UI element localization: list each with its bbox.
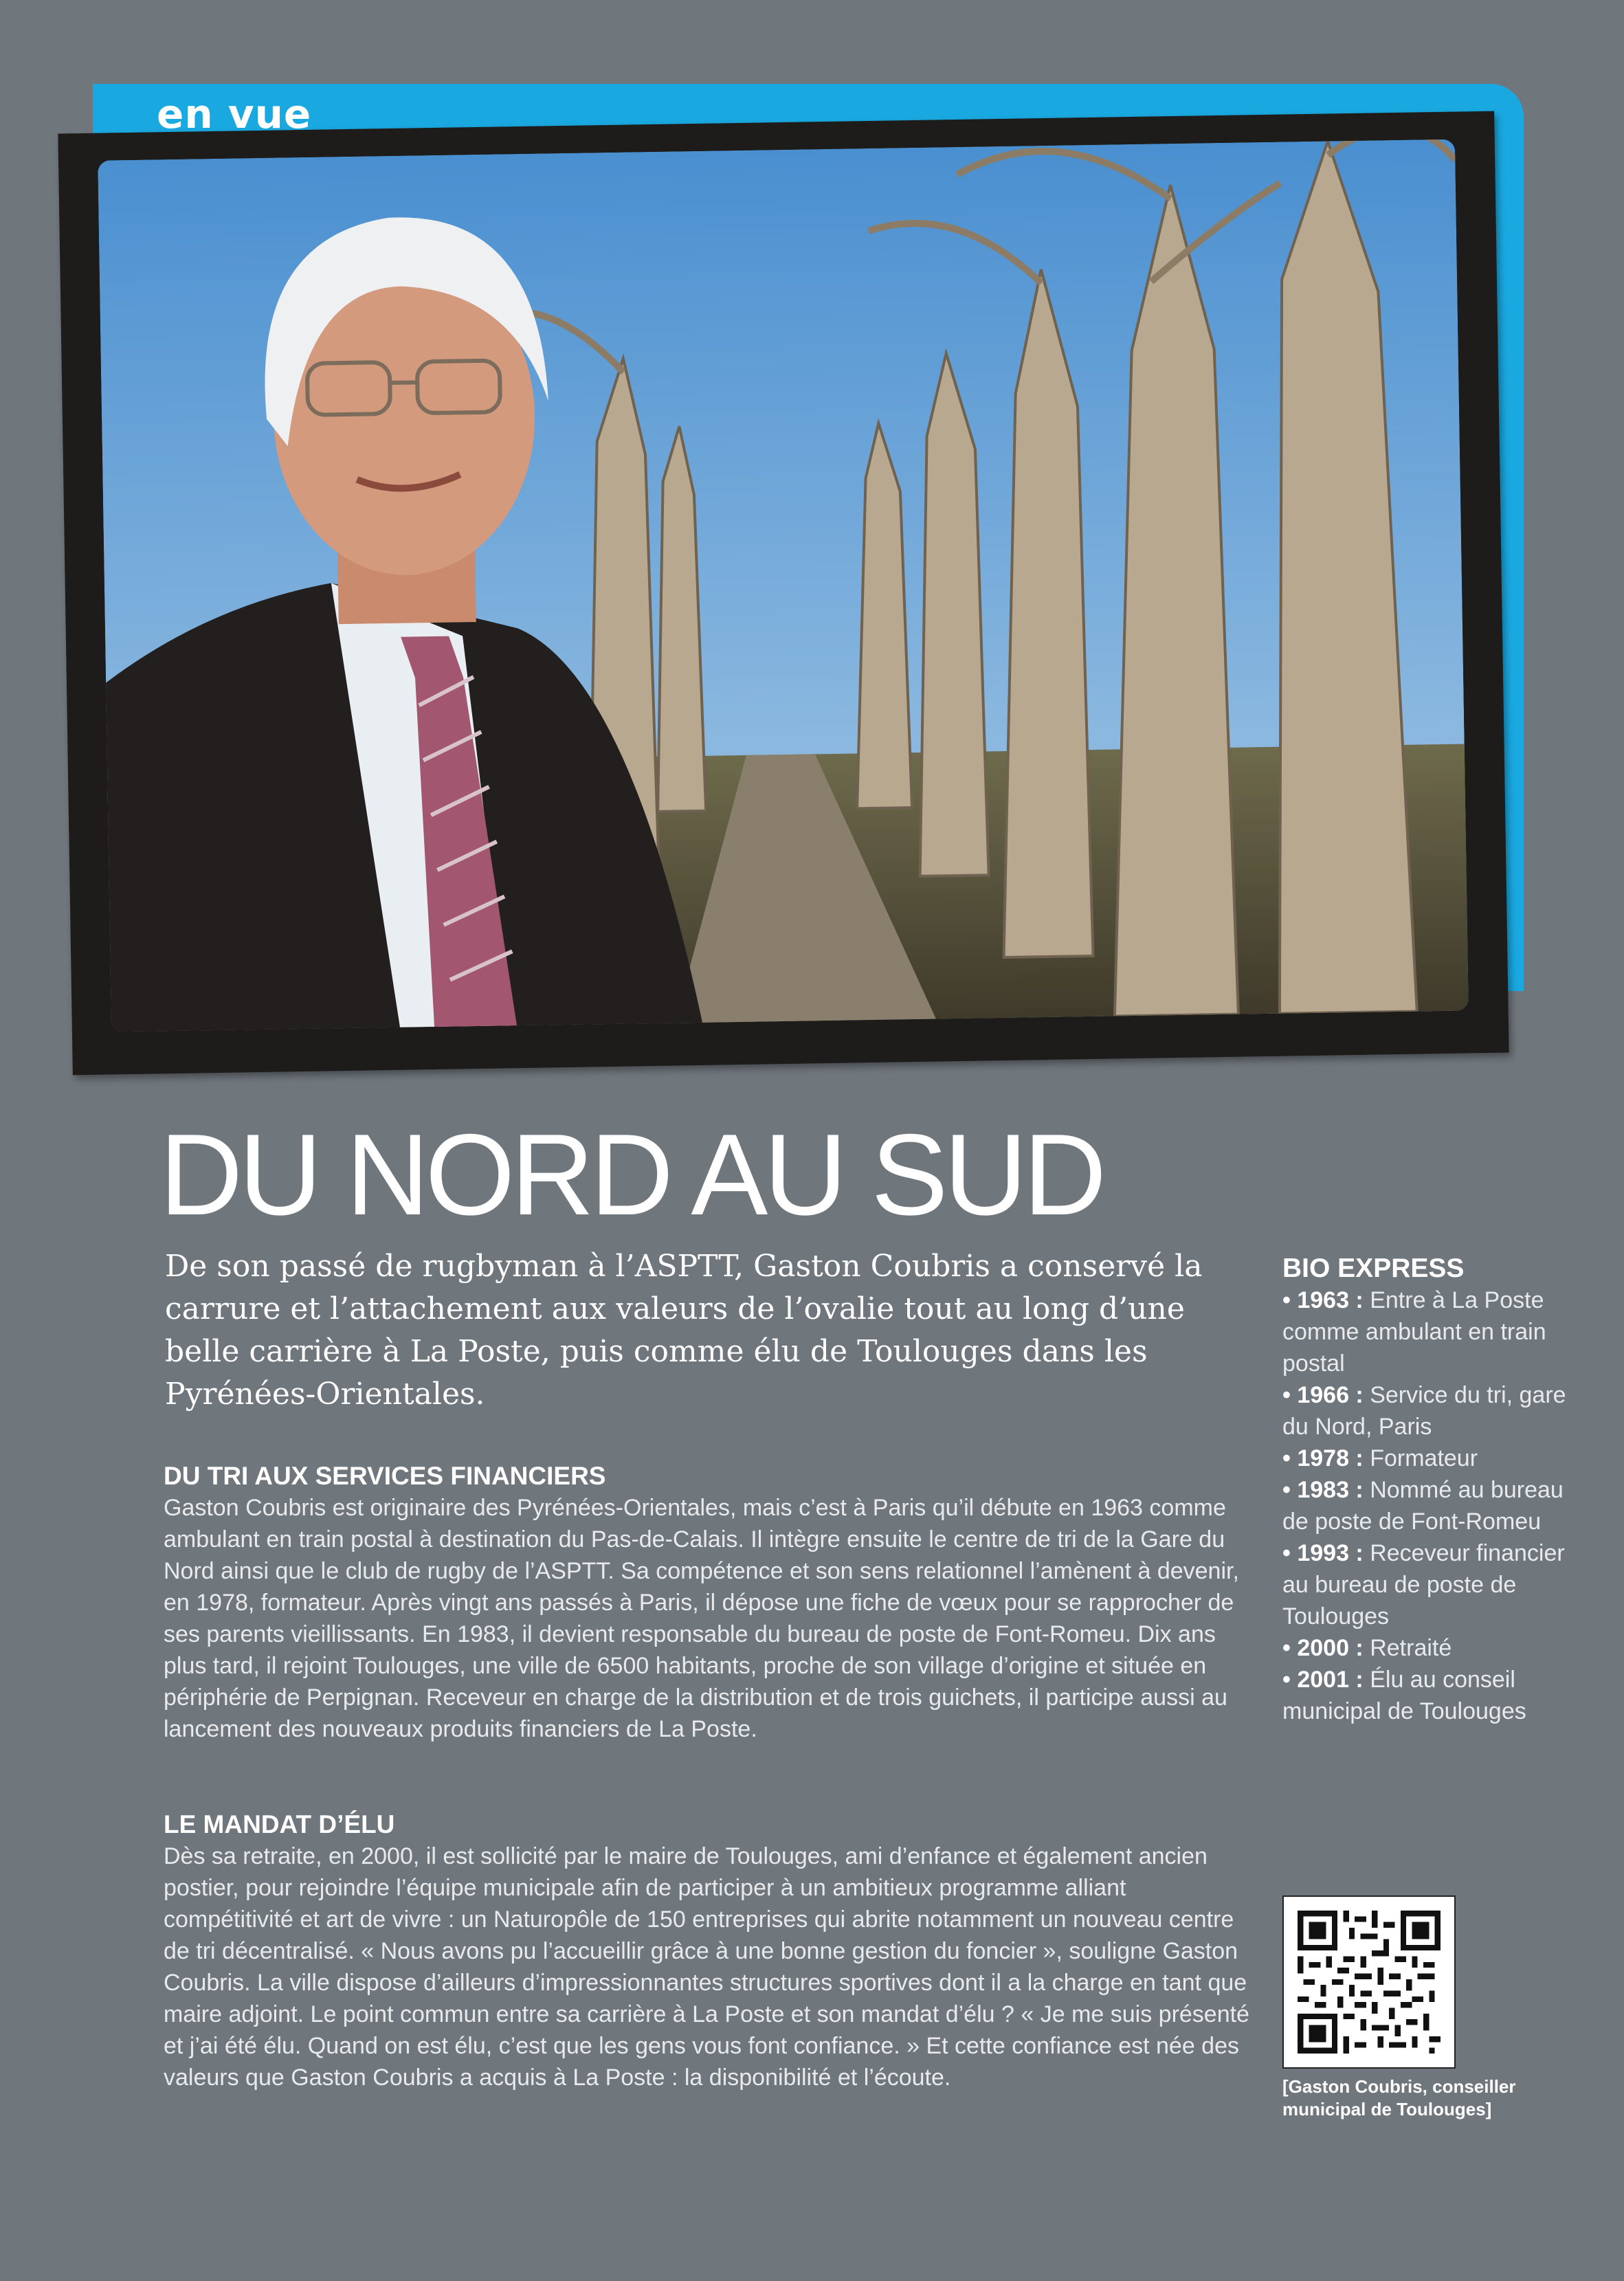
bio-item [1282, 1632, 1571, 1664]
bio-text: Formateur [1370, 1445, 1478, 1471]
bio-text: Entre à La Poste comme ambulant en train postal [1282, 1287, 1546, 1377]
bio-text: Receveur financier au bureau de poste de Toulouges [1282, 1540, 1565, 1629]
bio-heading: BIO EXPRESS [1282, 1254, 1465, 1283]
bio-year: • 1983 : [1282, 1477, 1364, 1503]
bio-item [1282, 1284, 1571, 1379]
portrait-photo [98, 140, 1469, 1032]
bio-item [1282, 1664, 1571, 1727]
bio-year: • 2000 : [1282, 1635, 1364, 1661]
section-label: en vue [157, 91, 312, 137]
bio-year: • 1966 : [1282, 1382, 1364, 1408]
section-body: Dès sa retraite, en 2000, il est sollicité par le maire de Toulouges, ami d’enfance et également ancien postier, pour rejoindre l’équipe municipale afin de participer à un ambitieux programme alliant compétitivité et art de vivre : un Naturopôle de 150 entreprises qui abrite notamment un nouveau centre de tri décentralisé. « Nous avons pu l’accueillir grâce à une bonne gestion du foncier », souligne Gaston Coubris. La ville dispose d’ailleurs d’impressionnantes structures sportives dont il a la charge en tant que maire adjoint. Le point commun entre sa carrière à La Poste et son mandat d’élu ? « Je me suis présenté et j’ai été élu. Quand on est élu, c’est que les gens vous font confiance. » Et cette confiance est née des valeurs que Gaston Coubris a acquis à La Poste : la disponibilité et l’écoute. [164, 1843, 1249, 2091]
bio-year: • 1978 : [1282, 1445, 1364, 1471]
bio-item [1282, 1537, 1571, 1632]
bio-item [1282, 1379, 1571, 1443]
bio-text: Retraité [1370, 1635, 1452, 1661]
bio-year: • 2001 : [1282, 1667, 1364, 1693]
bio-text: Nommé au bureau de poste de Font-Romeu [1282, 1477, 1564, 1535]
section-mandat [164, 1809, 1256, 2093]
bio-express [1282, 1253, 1571, 1727]
section-body: Gaston Coubris est originaire des Pyrénées-Orientales, mais c’est à Paris qu’il débute en 1963 comme ambulant en train postal à destination du Pas-de-Calais. Il intègre ensuite le centre de tri de la Gare du Nord ainsi que le club de rugby de l’ASPTT. Sa compétence et son sens relationnel l’amènent à devenir, en 1978, formateur. Après vingt ans passés à Paris, il dépose une fiche de vœux pour se rapprocher de ses parents vieillissants. En 1983, il devient responsable du bureau de poste de Font-Romeu. Dix ans plus tard, il rejoint Toulouges, une ville de 6500 habitants, proche de son village d’origine et située en périphérie de Perpignan. Receveur en charge de la distribution et de trois guichets, il participe aussi au lancement des nouveaux produits financiers de La Poste. [164, 1495, 1239, 1742]
bio-text: Service du tri, gare du Nord, Paris [1282, 1382, 1566, 1440]
article-lead: De son passé de rugbyman à l’ASPTT, Gaston Coubris a conservé la carrure et l’attachement aux valeurs de l’ovalie tout au long d’une belle carrière à La Poste, puis comme élu de Toulouges dans les Pyrénées-Orientales. [165, 1249, 1203, 1412]
bio-year: • 1993 : [1282, 1540, 1364, 1566]
bio-item [1282, 1474, 1571, 1537]
section-heading: LE MANDAT D’ÉLU [164, 1810, 395, 1838]
qr-code-icon[interactable] [1282, 1895, 1456, 2069]
article-title: DU NORD AU SUD [159, 1110, 1103, 1239]
bio-item [1282, 1443, 1571, 1474]
section-tri [164, 1460, 1256, 1745]
qr-caption: [Gaston Coubris, conseiller municipal de Toulouges] [1282, 2076, 1516, 2119]
section-heading: DU TRI AUX SERVICES FINANCIERS [164, 1462, 606, 1490]
bio-text: Élu au conseil municipal de Toulouges [1282, 1667, 1526, 1724]
bio-year: • 1963 : [1282, 1287, 1364, 1313]
